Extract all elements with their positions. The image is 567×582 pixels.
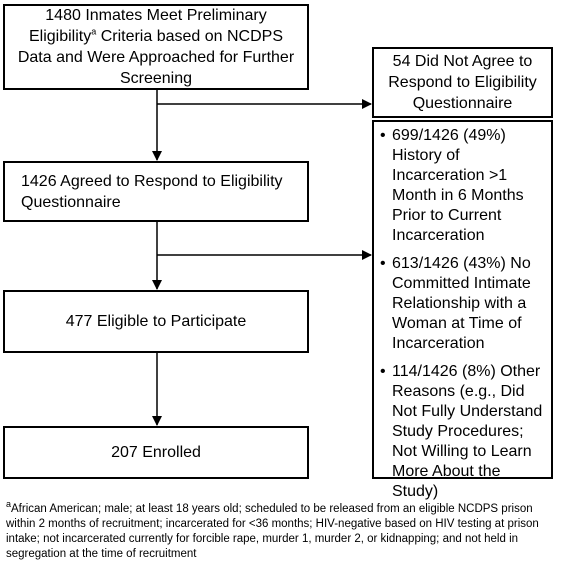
eligible-text: 477 Eligible to Participate — [65, 313, 247, 330]
not-agree-box — [372, 47, 553, 118]
approached-line-2-post: Criteria based on NCDPS — [96, 28, 283, 45]
approached-line-3: Data and Were Approached for Further — [17, 49, 295, 66]
footnote-marker: a — [6, 499, 12, 510]
footnote-marker-a: a — [91, 26, 97, 37]
approached-line-2-pre: Eligibility — [28, 28, 92, 45]
exclusions-list — [380, 126, 548, 510]
agreed-text: 1426 Agreed to Respond to Eligibility Questionnaire — [21, 172, 283, 211]
exclusion-item: • 114/1426 (8%) Other Reasons (e.g., Did Not Fully Understand Study Procedures; Not Willing to Learn More About the Study) — [380, 362, 548, 502]
eligible-box — [3, 290, 309, 353]
approached-box — [3, 4, 309, 90]
exclusion-item: • 613/1426 (43%) No Committed Intimate Relationship with a Woman at Time of Incarceration — [380, 254, 548, 354]
approached-line-4: Screening — [119, 70, 193, 87]
footnote — [6, 499, 558, 562]
not-agree-text: 54 Did Not Agree to Respond to Eligibility Questionnaire — [388, 53, 537, 112]
agreed-box — [3, 161, 309, 222]
footnote-text: African American; male; at least 18 years old; scheduled to be released from an eligible NCDPS prison within 2 months of recruitment; incarcerated for <36 months; HIV-negative based on HIV testing at prison intake; not incarcerated currently for forcible rape, murder 1, murder 2, or kidnapping; and not held in segregation at the time of recruitment — [6, 503, 539, 560]
enrolled-box — [3, 426, 309, 479]
exclusion-item: • 699/1426 (49%) History of Incarceration >1 Month in 6 Months Prior to Current Incarceration — [380, 126, 548, 246]
exclusions-box — [372, 120, 553, 500]
approached-line-1: 1480 Inmates Meet Preliminary — [45, 7, 267, 24]
enrolled-text: 207 Enrolled — [111, 444, 201, 461]
